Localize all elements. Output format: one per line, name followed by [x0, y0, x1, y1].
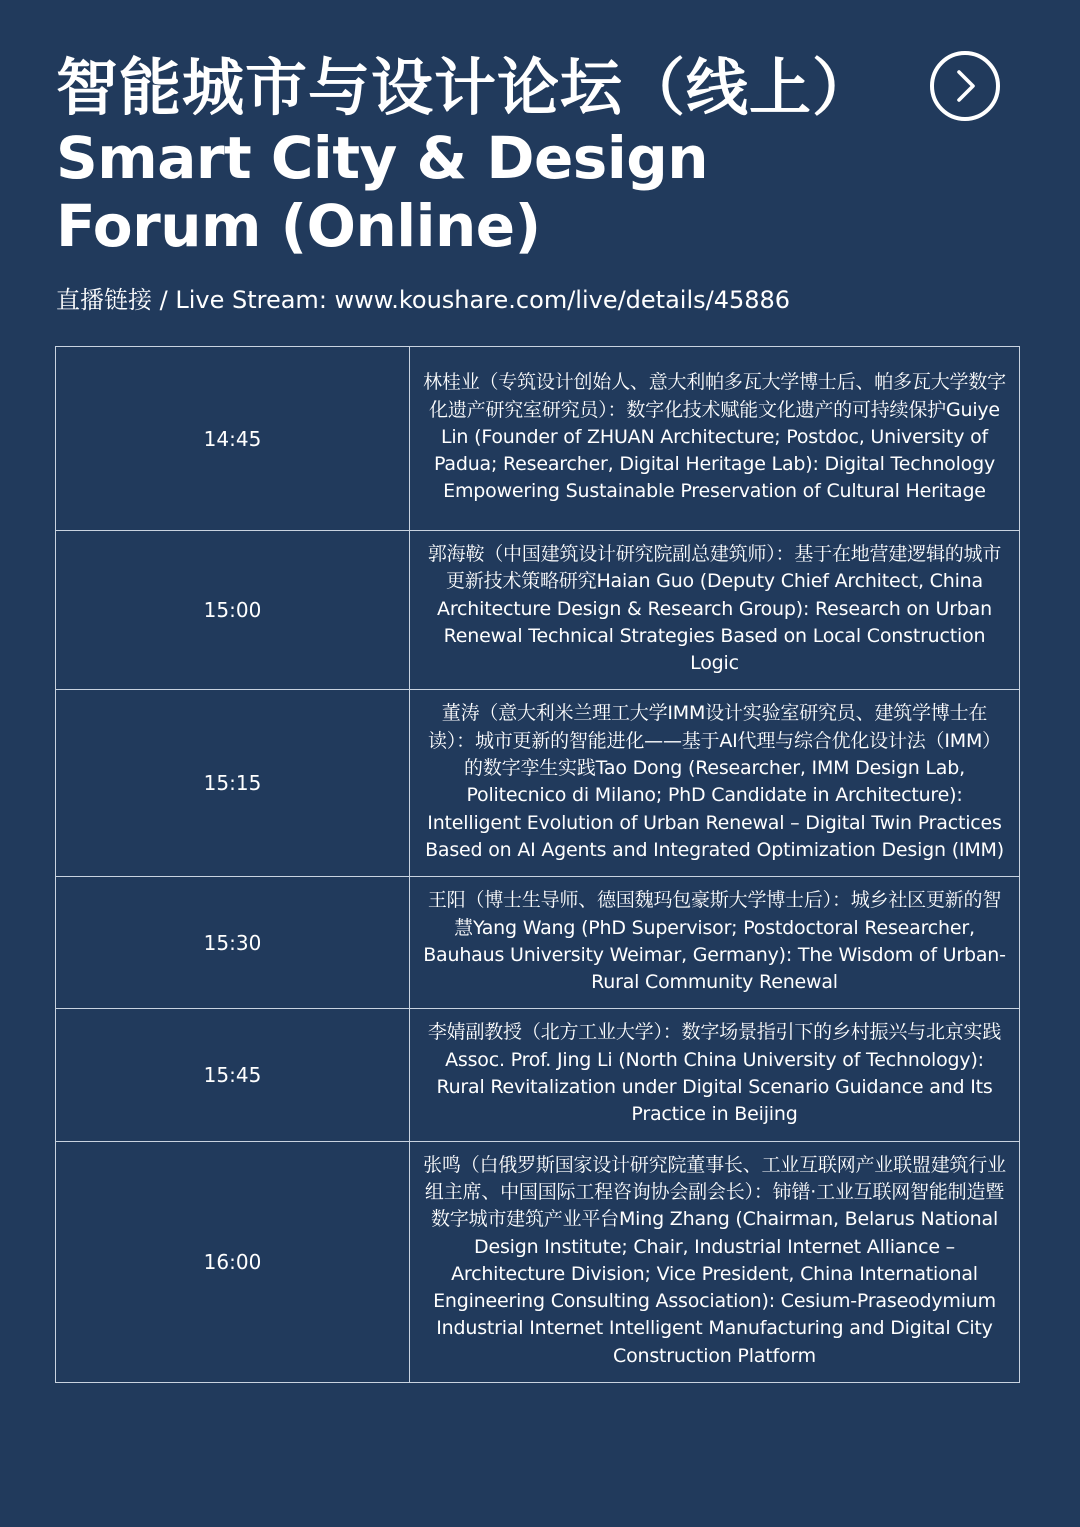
chevron-right-icon	[948, 69, 982, 103]
talk-cell: 王阳（博士生导师、德国魏玛包豪斯大学博士后）：城乡社区更新的智慧Yang Wang (PhD Supervisor; Postdoctoral Researcher, Bauhaus University Weimar, Germany): The Wisdom of Urban-Rural Community Renewal	[410, 877, 1020, 1009]
talk-cell: 郭海鞍（中国建筑设计研究院副总建筑师）：基于在地营建逻辑的城市更新技术策略研究Haian Guo (Deputy Chief Architect, China Architecture Design & Research Group): Research on Urban Renewal Technical Strategies Based on Local Construction Logic	[410, 531, 1020, 690]
page-title-en: Smart City & Design Forum (Online)	[56, 124, 709, 260]
schedule-table	[55, 346, 1020, 1383]
time-cell: 15:30	[56, 877, 410, 1009]
table-row	[56, 1009, 1020, 1141]
time-cell: 16:00	[56, 1141, 410, 1382]
live-stream-link[interactable]: 直播链接 / Live Stream: www.koushare.com/live/details/45886	[56, 286, 791, 314]
page-title-zh: 智能城市与设计论坛（线上）	[56, 51, 876, 124]
time-cell: 15:00	[56, 531, 410, 690]
time-cell: 15:15	[56, 690, 410, 877]
next-button[interactable]	[930, 51, 1000, 121]
table-row	[56, 690, 1020, 877]
table-row	[56, 1141, 1020, 1382]
time-cell: 15:45	[56, 1009, 410, 1141]
talk-cell: 李婧副教授（北方工业大学）：数字场景指引下的乡村振兴与北京实践Assoc. Prof. Jing Li (North China University of Technology): Rural Revitalization under Digital Scenario Guidance and Its Practice in Beijing	[410, 1009, 1020, 1141]
talk-cell: 林桂业（专筑设计创始人、意大利帕多瓦大学博士后、帕多瓦大学数字化遗产研究室研究员）：数字化技术赋能文化遗产的可持续保护Guiye Lin (Founder of ZHUAN Architecture; Postdoc, University of Padua; Researcher, Digital Heritage Lab): Digital Technology Empowering Sustainable Preservation of Cultural Heritage	[410, 347, 1020, 531]
time-cell: 14:45	[56, 347, 410, 531]
table-row	[56, 347, 1020, 531]
table-row	[56, 877, 1020, 1009]
talk-cell: 董涛（意大利米兰理工大学IMM设计实验室研究员、建筑学博士在读）：城市更新的智能进化——基于AI代理与综合优化设计法（IMM）的数字孪生实践Tao Dong (Researcher, IMM Design Lab, Politecnico di Milano; PhD Candidate in Architecture): Intelligent Evolution of Urban Renewal – Digital Twin Practices Based on AI Agents and Integrated Optimization Design (IMM)	[410, 690, 1020, 877]
table-row	[56, 531, 1020, 690]
talk-cell: 张鸣（白俄罗斯国家设计研究院董事长、工业互联网产业联盟建筑行业组主席、中国国际工程咨询协会副会长）：铈镨·工业互联网智能制造暨数字城市建筑产业平台Ming Zhang (Chairman, Belarus National Design Institute; Chair, Industrial Internet Alliance – Architecture Division; Vice President, China International Engineering Consulting Association): Cesium-Praseodymium Industrial Internet Intelligent Manufacturing and Digital City Construction Platform	[410, 1141, 1020, 1382]
